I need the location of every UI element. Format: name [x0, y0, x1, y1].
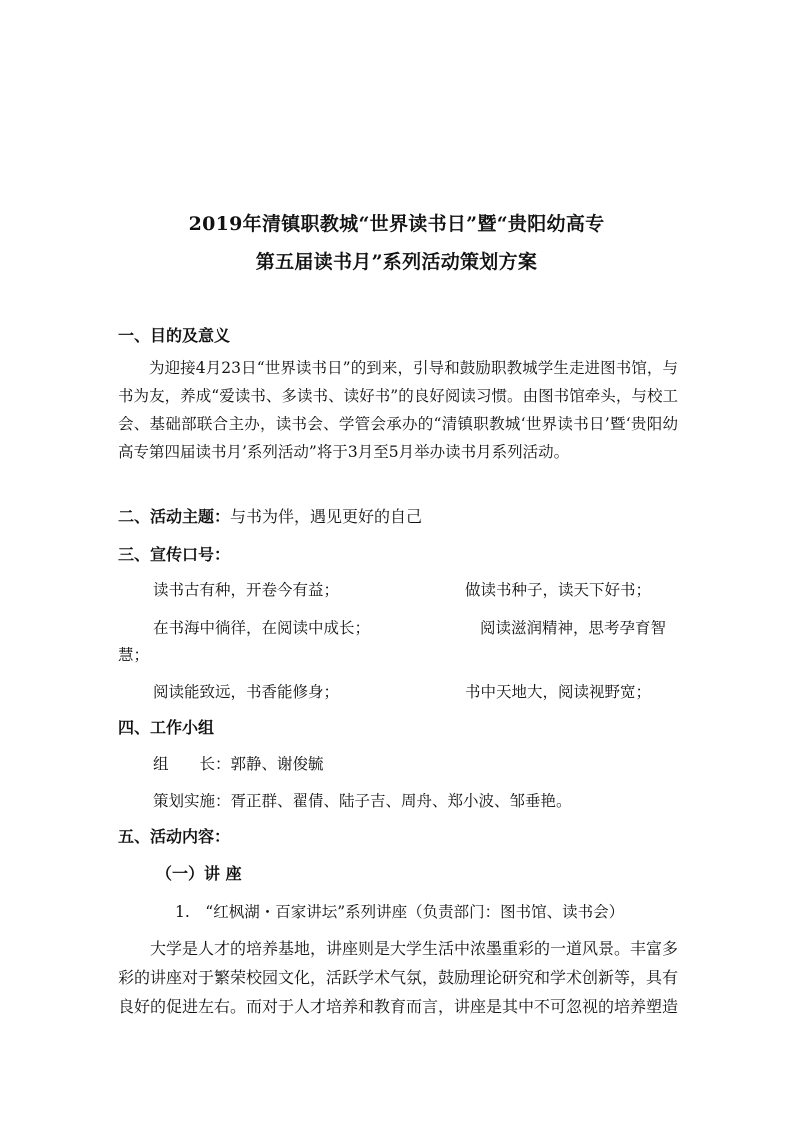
- section-2-label: 二、活动主题：: [118, 507, 231, 526]
- section-2-theme: 与书为伴，遇见更好的自己: [230, 507, 423, 526]
- slogan-3: 在书海中徜徉，在阅读中成长；: [153, 619, 371, 637]
- leader-value: 郭静、谢俊毓: [230, 755, 324, 773]
- title-line-1: 2019年清镇职教城“世界读书日”暨“贵阳幼高专: [188, 213, 605, 235]
- lecture-body: 大学是人才的培养基地，讲座则是大学生活中浓墨重彩的一道风景。丰富多彩的讲座对于繁荣校园文化，活跃学术气氛，鼓励理论研究和学术创新等，具有良好的促进左右。而对于人才培养和教育而言，讲座是其中不可忽视的培养塑造: [118, 939, 679, 1016]
- lecture-subheading: （一）讲 座: [156, 864, 242, 883]
- slogan-2: 做读书种子，读天下好书；: [465, 581, 652, 599]
- slogan-4-continued: 慧；: [118, 646, 150, 664]
- lecture-item-1: 1. “红枫湖・百家讲坛”系列讲座（负责部门：图书馆、读书会）: [175, 903, 625, 921]
- slogan-6: 书中天地大，阅读视野宽；: [465, 683, 652, 701]
- planner-line: [153, 791, 572, 811]
- section-5-heading: 五、活动内容：: [118, 827, 231, 846]
- section-2-heading: [118, 507, 422, 527]
- section-3-heading: 三、宣传口号：: [118, 545, 231, 564]
- slogan-4: 阅读滋润精神，思考孕育智: [480, 619, 667, 637]
- leader-label: 组 长：: [153, 755, 231, 773]
- slogan-5: 阅读能致远，书香能修身；: [153, 683, 340, 701]
- planner-label: 策划实施：: [153, 792, 231, 810]
- section-1-body: 为迎接4月23日“世界读书日”的到来，引导和鼓励职教城学生走进图书馆，与书为友，养成“爱读书、多读书、读好书”的良好阅读习惯。由图书馆牵头，与校工会、基础部联合主办，读书会、学管会承办的“清镇职教城‘世界读书日’暨‘贵阳幼高专第四届读书月’系列活动”将于3月至5月举办读书月系列活动。: [118, 359, 678, 461]
- planner-value: 胥正群、翟倩、陆子吉、周舟、郑小波、邹垂艳。: [230, 792, 572, 810]
- leader-line: [153, 754, 324, 774]
- section-4-heading: 四、工作小组: [118, 718, 215, 737]
- section-1-heading: 一、目的及意义: [118, 326, 231, 345]
- slogan-1: 读书古有种，开卷今有益；: [153, 581, 340, 599]
- title-line-2: 第五届读书月”系列活动策划方案: [255, 251, 538, 273]
